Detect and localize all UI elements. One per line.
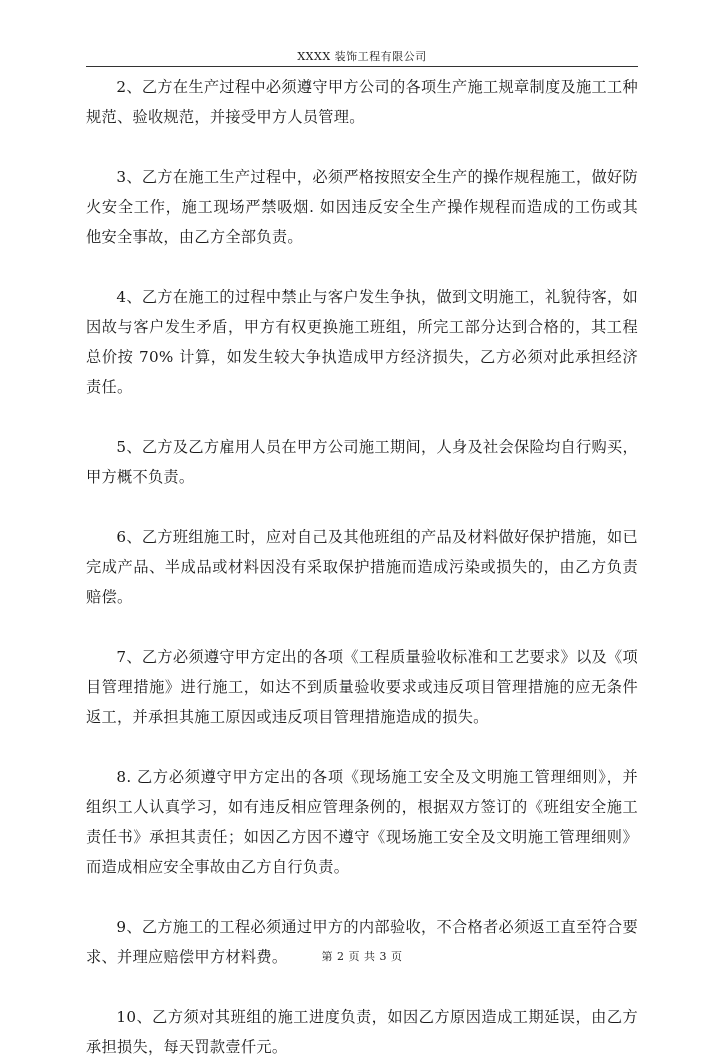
clause-10: 10、乙方须对其班组的施工进度负责，如因乙方原因造成工期延误，由乙方承担损失，每天罚款壹仟元。: [86, 1008, 638, 1056]
clause-3: 3、乙方在施工生产过程中，必须严格按照安全生产的操作规程施工，做好防火安全工作，施工现场严禁吸烟. 如因违反安全生产操作规程而造成的工伤或其他安全事故，由乙方全部负责。: [86, 168, 638, 246]
clause-5: 5、乙方及乙方雇用人员在甲方公司施工期间，人身及社会保险均自行购买，甲方概不负责。: [86, 438, 638, 486]
clause-6: 6、乙方班组施工时，应对自己及其他班组的产品及材料做好保护措施，如已完成产品、半成品或材料因没有采取保护措施而造成污染或损失的，由乙方负责 赔偿。: [86, 528, 638, 606]
clause-8: 8. 乙方必须遵守甲方定出的各项《现场施工安全及文明施工管理细则》，并组织工人认真学习，如有违反相应管理条例的，根据双方签订的《班组安全施工责任书》承担其责任；如因乙方因不遵守《现场施工安全及文明施工管理细则》而造成相应安全事故由乙方自行负责。: [86, 768, 638, 876]
contract-body: [86, 72, 638, 1062]
page-header: [86, 50, 638, 67]
page-footer: [0, 950, 724, 964]
clause-9: 9、乙方施工的工程必须通过甲方的内部验收，不合格者必须返工直至符合要求、并理应赔偿甲方材料费。: [86, 918, 638, 966]
clause-2: 2、乙方在生产过程中必须遵守甲方公司的各项生产施工规章制度及施工工种规范、验收规范，并接受甲方人员管理。: [86, 78, 638, 126]
page-number: 第 2 页 共 3 页: [321, 950, 403, 963]
clause-7: 7、乙方必须遵守甲方定出的各项《工程质量验收标准和工艺要求》以及《项目管理措施》进行施工，如达不到质量验收要求或违反项目管理措施的应无条件返工，并承担其施工原因或违反项目管理措施造成的损失。: [86, 648, 638, 726]
company-name: XXXX 装饰工程有限公司: [297, 50, 427, 63]
clause-4: 4、乙方在施工的过程中禁止与客户发生争执，做到文明施工，礼貌待客，如因故与客户发生矛盾，甲方有权更换施工班组，所完工部分达到合格的，其工程总价按 70% 计算，如发生较大争执造成甲方经济损失，乙方必须对此承担经济责任。: [86, 288, 638, 396]
